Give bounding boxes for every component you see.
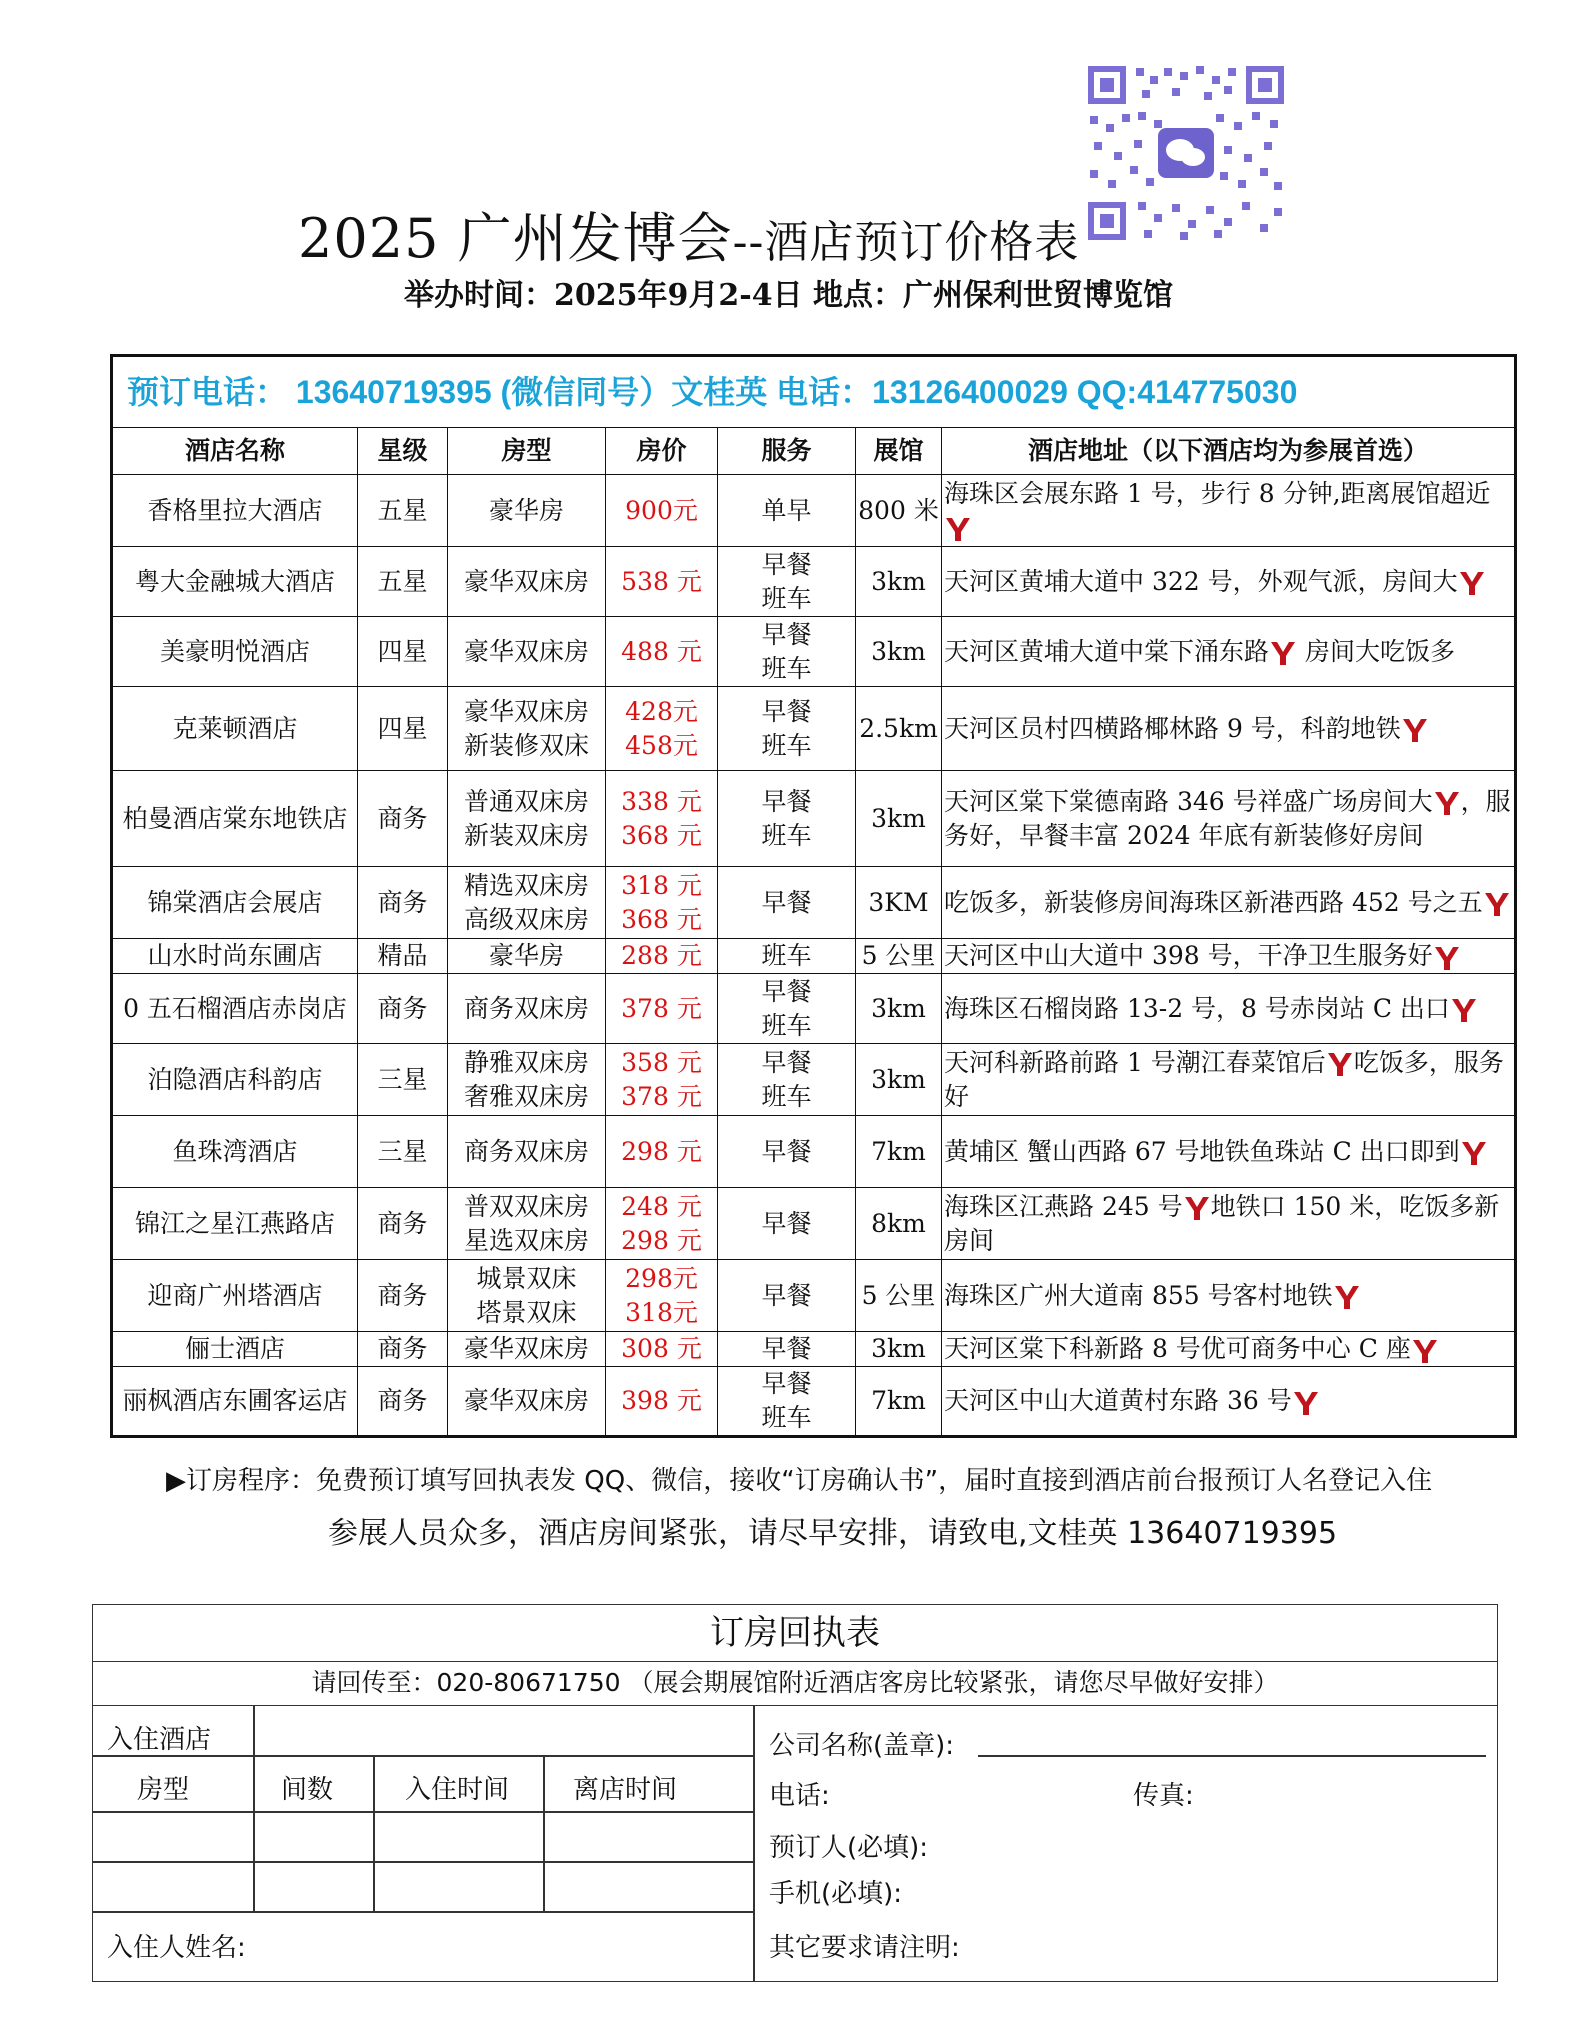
room-price — [606, 1188, 718, 1260]
cell-line: 奢雅双床房 — [463, 1081, 589, 1111]
cell-line: 豪华双床房 — [463, 1334, 589, 1363]
label-guest-name: 入住人姓名: — [107, 1933, 246, 1963]
cell-line: 班车 — [761, 941, 812, 970]
address-text: 天河区黄埔大道中棠下涌东路 — [944, 636, 1270, 666]
address-text: 海珠区石榴岗路 13-2 号，8 号赤岗站 C 出口 — [944, 993, 1450, 1023]
cell-line: 早餐 — [761, 1208, 812, 1238]
metro-icon — [1292, 1390, 1320, 1416]
hotel-name: 美豪明悦酒店 — [112, 617, 358, 687]
room-price — [606, 974, 718, 1044]
hotel-address — [942, 547, 1516, 617]
address-text: 房间大吃饭多 — [1297, 636, 1455, 666]
venue-distance: 3km — [856, 974, 942, 1044]
col-header: 酒店地址（以下酒店均为参展首选） — [942, 428, 1516, 475]
booking-contact: 预订电话： 13640719395 (微信同号）文桂英 电话：13126400029 QQ:414775030 — [112, 356, 1516, 428]
cell-line: 班车 — [761, 653, 812, 683]
cell-line: 378 元 — [621, 1081, 702, 1111]
hotel-star: 五星 — [358, 475, 448, 547]
address-text: 吃饭多，新装修房间海珠区新港西路 452 号之五 — [944, 887, 1483, 917]
cell-line: 318 元 — [621, 870, 702, 900]
address-text: 天河区棠下科新路 8 号优可商务中心 C 座 — [944, 1334, 1411, 1363]
address-text: 天河科新路前路 1 号潮江春菜馆后 — [944, 1047, 1326, 1077]
wechat-qr-code — [1084, 62, 1288, 244]
service — [718, 617, 856, 687]
cell-line: 精选双床房 — [463, 870, 589, 900]
hotel-name: 山水时尚东圃店 — [112, 939, 358, 974]
room-type — [448, 1116, 606, 1188]
table-row — [112, 771, 1516, 867]
cell-line: 398 元 — [621, 1386, 702, 1415]
cell-line: 298元 — [625, 1263, 698, 1293]
room-price — [606, 1332, 718, 1367]
address-text: 天河区员村四横路椰林路 9 号，科韵地铁 — [944, 713, 1401, 743]
hotel-star: 商务 — [358, 974, 448, 1044]
booking-reminder: 参展人员众多，酒店房间紧张，请尽早安排，请致电,文桂英 13640719395 — [328, 1516, 1338, 1551]
table-row — [112, 547, 1516, 617]
metro-icon — [1326, 1051, 1354, 1077]
room-type — [448, 475, 606, 547]
cell-line: 豪华房 — [488, 495, 564, 525]
room-type — [448, 1044, 606, 1116]
metro-icon — [1433, 790, 1461, 816]
cell-line: 早餐 — [761, 976, 812, 1006]
hotel-star: 商务 — [358, 1332, 448, 1367]
cell-line: 288 元 — [621, 941, 702, 970]
hotel-address — [942, 1188, 1516, 1260]
metro-icon — [1401, 717, 1429, 743]
hotel-price-table — [110, 354, 1517, 1438]
hotel-name: 锦棠酒店会展店 — [112, 867, 358, 939]
hotel-address — [942, 771, 1516, 867]
service — [718, 1367, 856, 1437]
address-text: 天河区中山大道黄村东路 36 号 — [944, 1386, 1292, 1415]
label-booker: 预订人(必填): — [769, 1833, 929, 1863]
cell-line: 早餐 — [761, 1047, 812, 1077]
cell-line: 班车 — [761, 583, 812, 613]
venue-distance: 3KM — [856, 867, 942, 939]
hotel-name: 泊隐酒店科韵店 — [112, 1044, 358, 1116]
label-room-type: 房型 — [137, 1775, 190, 1805]
cell-line: 普双双床房 — [463, 1191, 589, 1221]
venue-distance: 3km — [856, 1044, 942, 1116]
service — [718, 687, 856, 771]
label-room-count: 间数 — [281, 1775, 334, 1805]
hotel-name: 锦江之星江燕路店 — [112, 1188, 358, 1260]
room-price — [606, 1367, 718, 1437]
table-row — [112, 1332, 1516, 1367]
hotel-star: 四星 — [358, 687, 448, 771]
address-text: 海珠区广州大道南 855 号客村地铁 — [944, 1280, 1333, 1310]
hotel-name: 俪士酒店 — [112, 1332, 358, 1367]
room-price — [606, 939, 718, 974]
cell-line: 458元 — [625, 730, 698, 760]
cell-line: 豪华房 — [488, 941, 564, 970]
cell-line: 368 元 — [621, 820, 702, 850]
room-price — [606, 687, 718, 771]
reservation-receipt-form — [92, 1604, 1498, 1982]
room-type — [448, 1188, 606, 1260]
cell-line: 298 元 — [621, 1225, 702, 1255]
cell-line: 单早 — [761, 495, 812, 525]
cell-line: 塔景双床 — [476, 1297, 577, 1327]
cell-line: 班车 — [761, 1010, 812, 1040]
hotel-star: 商务 — [358, 867, 448, 939]
event-info: 举办时间：2025年9月2-4日 地点：广州保利世贸博览馆 — [404, 278, 1174, 313]
venue-distance: 8km — [856, 1188, 942, 1260]
cell-line: 班车 — [761, 820, 812, 850]
cell-line: 商务双床房 — [463, 1136, 589, 1166]
cell-line: 早餐 — [761, 549, 812, 579]
metro-icon — [1183, 1195, 1211, 1221]
hotel-star: 商务 — [358, 1260, 448, 1332]
table-row — [112, 1260, 1516, 1332]
hotel-address — [942, 1367, 1516, 1437]
venue-distance: 3km — [856, 547, 942, 617]
hotel-star: 三星 — [358, 1044, 448, 1116]
cell-line: 900元 — [625, 495, 698, 525]
hotel-address — [942, 1116, 1516, 1188]
cell-line: 豪华双床房 — [463, 696, 589, 726]
cell-line: 428元 — [625, 696, 698, 726]
cell-line: 班车 — [761, 730, 812, 760]
hotel-star: 精品 — [358, 939, 448, 974]
cell-line: 城景双床 — [476, 1263, 577, 1293]
hotel-address — [942, 1260, 1516, 1332]
hotel-address — [942, 939, 1516, 974]
table-row — [112, 617, 1516, 687]
hotel-name: 香格里拉大酒店 — [112, 475, 358, 547]
venue-distance: 3km — [856, 1332, 942, 1367]
hotel-name: 柏曼酒店棠东地铁店 — [112, 771, 358, 867]
metro-icon — [1333, 1284, 1361, 1310]
hotel-star: 商务 — [358, 771, 448, 867]
hotel-address — [942, 974, 1516, 1044]
label-phone: 电话: — [769, 1781, 830, 1811]
venue-distance: 3km — [856, 617, 942, 687]
metro-icon — [1433, 945, 1461, 971]
venue-distance: 7km — [856, 1116, 942, 1188]
table-row — [112, 1044, 1516, 1116]
table-row — [112, 974, 1516, 1044]
hotel-star: 商务 — [358, 1188, 448, 1260]
service — [718, 1260, 856, 1332]
hotel-address — [942, 617, 1516, 687]
address-text: 天河区中山大道中 398 号，干净卫生服务好 — [944, 941, 1433, 970]
room-price — [606, 1116, 718, 1188]
cell-line: 豪华双床房 — [463, 636, 589, 666]
cell-line: 248 元 — [621, 1191, 702, 1221]
label-checkin: 入住时间 — [405, 1775, 510, 1805]
cell-line: 378 元 — [621, 993, 702, 1023]
hotel-address — [942, 475, 1516, 547]
cell-line: 豪华双床房 — [463, 1386, 589, 1415]
service — [718, 1188, 856, 1260]
cell-line: 新装修双床 — [463, 730, 589, 760]
label-fax: 传真: — [1133, 1781, 1194, 1811]
address-text: 海珠区会展东路 1 号，步行 8 分钟,距离展馆超近 — [944, 478, 1491, 508]
hotel-address — [942, 1332, 1516, 1367]
hotel-address — [942, 687, 1516, 771]
metro-icon — [1411, 1338, 1439, 1364]
cell-line: 早餐 — [761, 619, 812, 649]
service — [718, 1332, 856, 1367]
table-row — [112, 1188, 1516, 1260]
metro-icon — [1269, 640, 1297, 666]
cell-line: 班车 — [761, 1081, 812, 1111]
venue-distance: 7km — [856, 1367, 942, 1437]
cell-line: 488 元 — [621, 636, 702, 666]
col-header: 展馆 — [856, 428, 942, 475]
address-text: 海珠区江燕路 245 号 — [944, 1191, 1183, 1221]
label-company: 公司名称(盖章): — [769, 1731, 955, 1761]
cell-line: 静雅双床房 — [463, 1047, 589, 1077]
room-type — [448, 974, 606, 1044]
venue-distance: 5 公里 — [856, 1260, 942, 1332]
hotel-name: 0 五石榴酒店赤岗店 — [112, 974, 358, 1044]
cell-line: 豪华双床房 — [463, 566, 589, 596]
room-type — [448, 771, 606, 867]
table-row — [112, 1116, 1516, 1188]
table-row — [112, 867, 1516, 939]
cell-line: 298 元 — [621, 1136, 702, 1166]
service — [718, 771, 856, 867]
cell-line: 普通双床房 — [463, 786, 589, 816]
room-type — [448, 1367, 606, 1437]
metro-icon — [1483, 891, 1511, 917]
hotel-name: 鱼珠湾酒店 — [112, 1116, 358, 1188]
room-type — [448, 867, 606, 939]
service — [718, 1116, 856, 1188]
metro-icon — [1458, 570, 1486, 596]
cell-line: 早餐 — [761, 1280, 812, 1310]
booking-procedure: ▶订房程序：免费预订填写回执表发 QQ、微信，接收“订房确认书”，届时直接到酒店前台报预订人名登记入住 — [166, 1466, 1433, 1496]
venue-distance: 2.5km — [856, 687, 942, 771]
room-type — [448, 939, 606, 974]
cell-line: 早餐 — [761, 1334, 812, 1363]
table-row — [112, 687, 1516, 771]
cell-line: 早餐 — [761, 1136, 812, 1166]
receipt-fax-line: 请回传至：020-80671750 （展会期展馆附近酒店客房比较紧张，请您尽早做好安排） — [93, 1661, 1497, 1706]
address-text: 黄埔区 蟹山西路 67 号地铁鱼珠站 C 出口即到 — [944, 1136, 1460, 1166]
address-text: 地铁口 150 米，吃饭多新房间 — [944, 1191, 1500, 1255]
cell-line: 318元 — [625, 1297, 698, 1327]
address-text: 天河区棠下棠德南路 346 号祥盛广场房间大 — [944, 786, 1433, 816]
hotel-name: 克莱顿酒店 — [112, 687, 358, 771]
cell-line: 早餐 — [761, 696, 812, 726]
table-row — [112, 1367, 1516, 1437]
hotel-star: 四星 — [358, 617, 448, 687]
hotel-star: 五星 — [358, 547, 448, 617]
service — [718, 1044, 856, 1116]
label-checkout: 离店时间 — [573, 1775, 678, 1805]
cell-line: 338 元 — [621, 786, 702, 816]
label-mobile: 手机(必填): — [769, 1879, 903, 1909]
address-text: ，服务好，早餐丰富 2024 年底有新装修好房间 — [944, 786, 1511, 850]
room-price — [606, 771, 718, 867]
cell-line: 358 元 — [621, 1047, 702, 1077]
cell-line: 星选双床房 — [463, 1225, 589, 1255]
room-type — [448, 1260, 606, 1332]
cell-line: 新装双床房 — [463, 820, 589, 850]
hotel-name: 迎商广州塔酒店 — [112, 1260, 358, 1332]
cell-line: 538 元 — [621, 566, 702, 596]
col-header: 星级 — [358, 428, 448, 475]
room-type — [448, 687, 606, 771]
room-price — [606, 617, 718, 687]
label-other-requests: 其它要求请注明: — [769, 1933, 960, 1963]
service — [718, 939, 856, 974]
address-text: 吃饭多，服务好 — [944, 1047, 1504, 1111]
col-header: 房价 — [606, 428, 718, 475]
table-row — [112, 475, 1516, 547]
table-row — [112, 939, 1516, 974]
cell-line: 高级双床房 — [463, 904, 589, 934]
room-type — [448, 547, 606, 617]
service — [718, 867, 856, 939]
venue-distance: 3km — [856, 771, 942, 867]
metro-icon — [1450, 997, 1478, 1023]
room-price — [606, 547, 718, 617]
venue-distance: 800 米 — [856, 475, 942, 547]
hotel-address — [942, 867, 1516, 939]
address-text: 天河区黄埔大道中 322 号，外观气派，房间大 — [944, 566, 1458, 596]
room-price — [606, 1260, 718, 1332]
service — [718, 547, 856, 617]
metro-icon — [944, 516, 972, 542]
cell-line: 早餐 — [761, 786, 812, 816]
room-price — [606, 475, 718, 547]
receipt-title: 订房回执表 — [93, 1605, 1497, 1662]
hotel-name: 粤大金融城大酒店 — [112, 547, 358, 617]
col-header: 房型 — [448, 428, 606, 475]
hotel-star: 三星 — [358, 1116, 448, 1188]
cell-line: 商务双床房 — [463, 993, 589, 1023]
hotel-address — [942, 1044, 1516, 1116]
col-header: 服务 — [718, 428, 856, 475]
room-type — [448, 617, 606, 687]
room-price — [606, 867, 718, 939]
room-type — [448, 1332, 606, 1367]
service — [718, 974, 856, 1044]
hotel-star: 商务 — [358, 1367, 448, 1437]
table-header-row — [112, 428, 1516, 475]
service — [718, 475, 856, 547]
metro-icon — [1460, 1140, 1488, 1166]
venue-distance: 5 公里 — [856, 939, 942, 974]
cell-line: 班车 — [761, 1403, 812, 1432]
room-price — [606, 1044, 718, 1116]
cell-line: 308 元 — [621, 1334, 702, 1363]
hotel-name: 丽枫酒店东圃客运店 — [112, 1367, 358, 1437]
col-header: 酒店名称 — [112, 428, 358, 475]
cell-line: 早餐 — [761, 887, 812, 917]
page-title: 2025 广州发博会--酒店预订价格表 — [298, 207, 1080, 270]
cell-line: 早餐 — [761, 1369, 812, 1398]
cell-line: 368 元 — [621, 904, 702, 934]
label-hotel: 入住酒店 — [107, 1725, 212, 1755]
